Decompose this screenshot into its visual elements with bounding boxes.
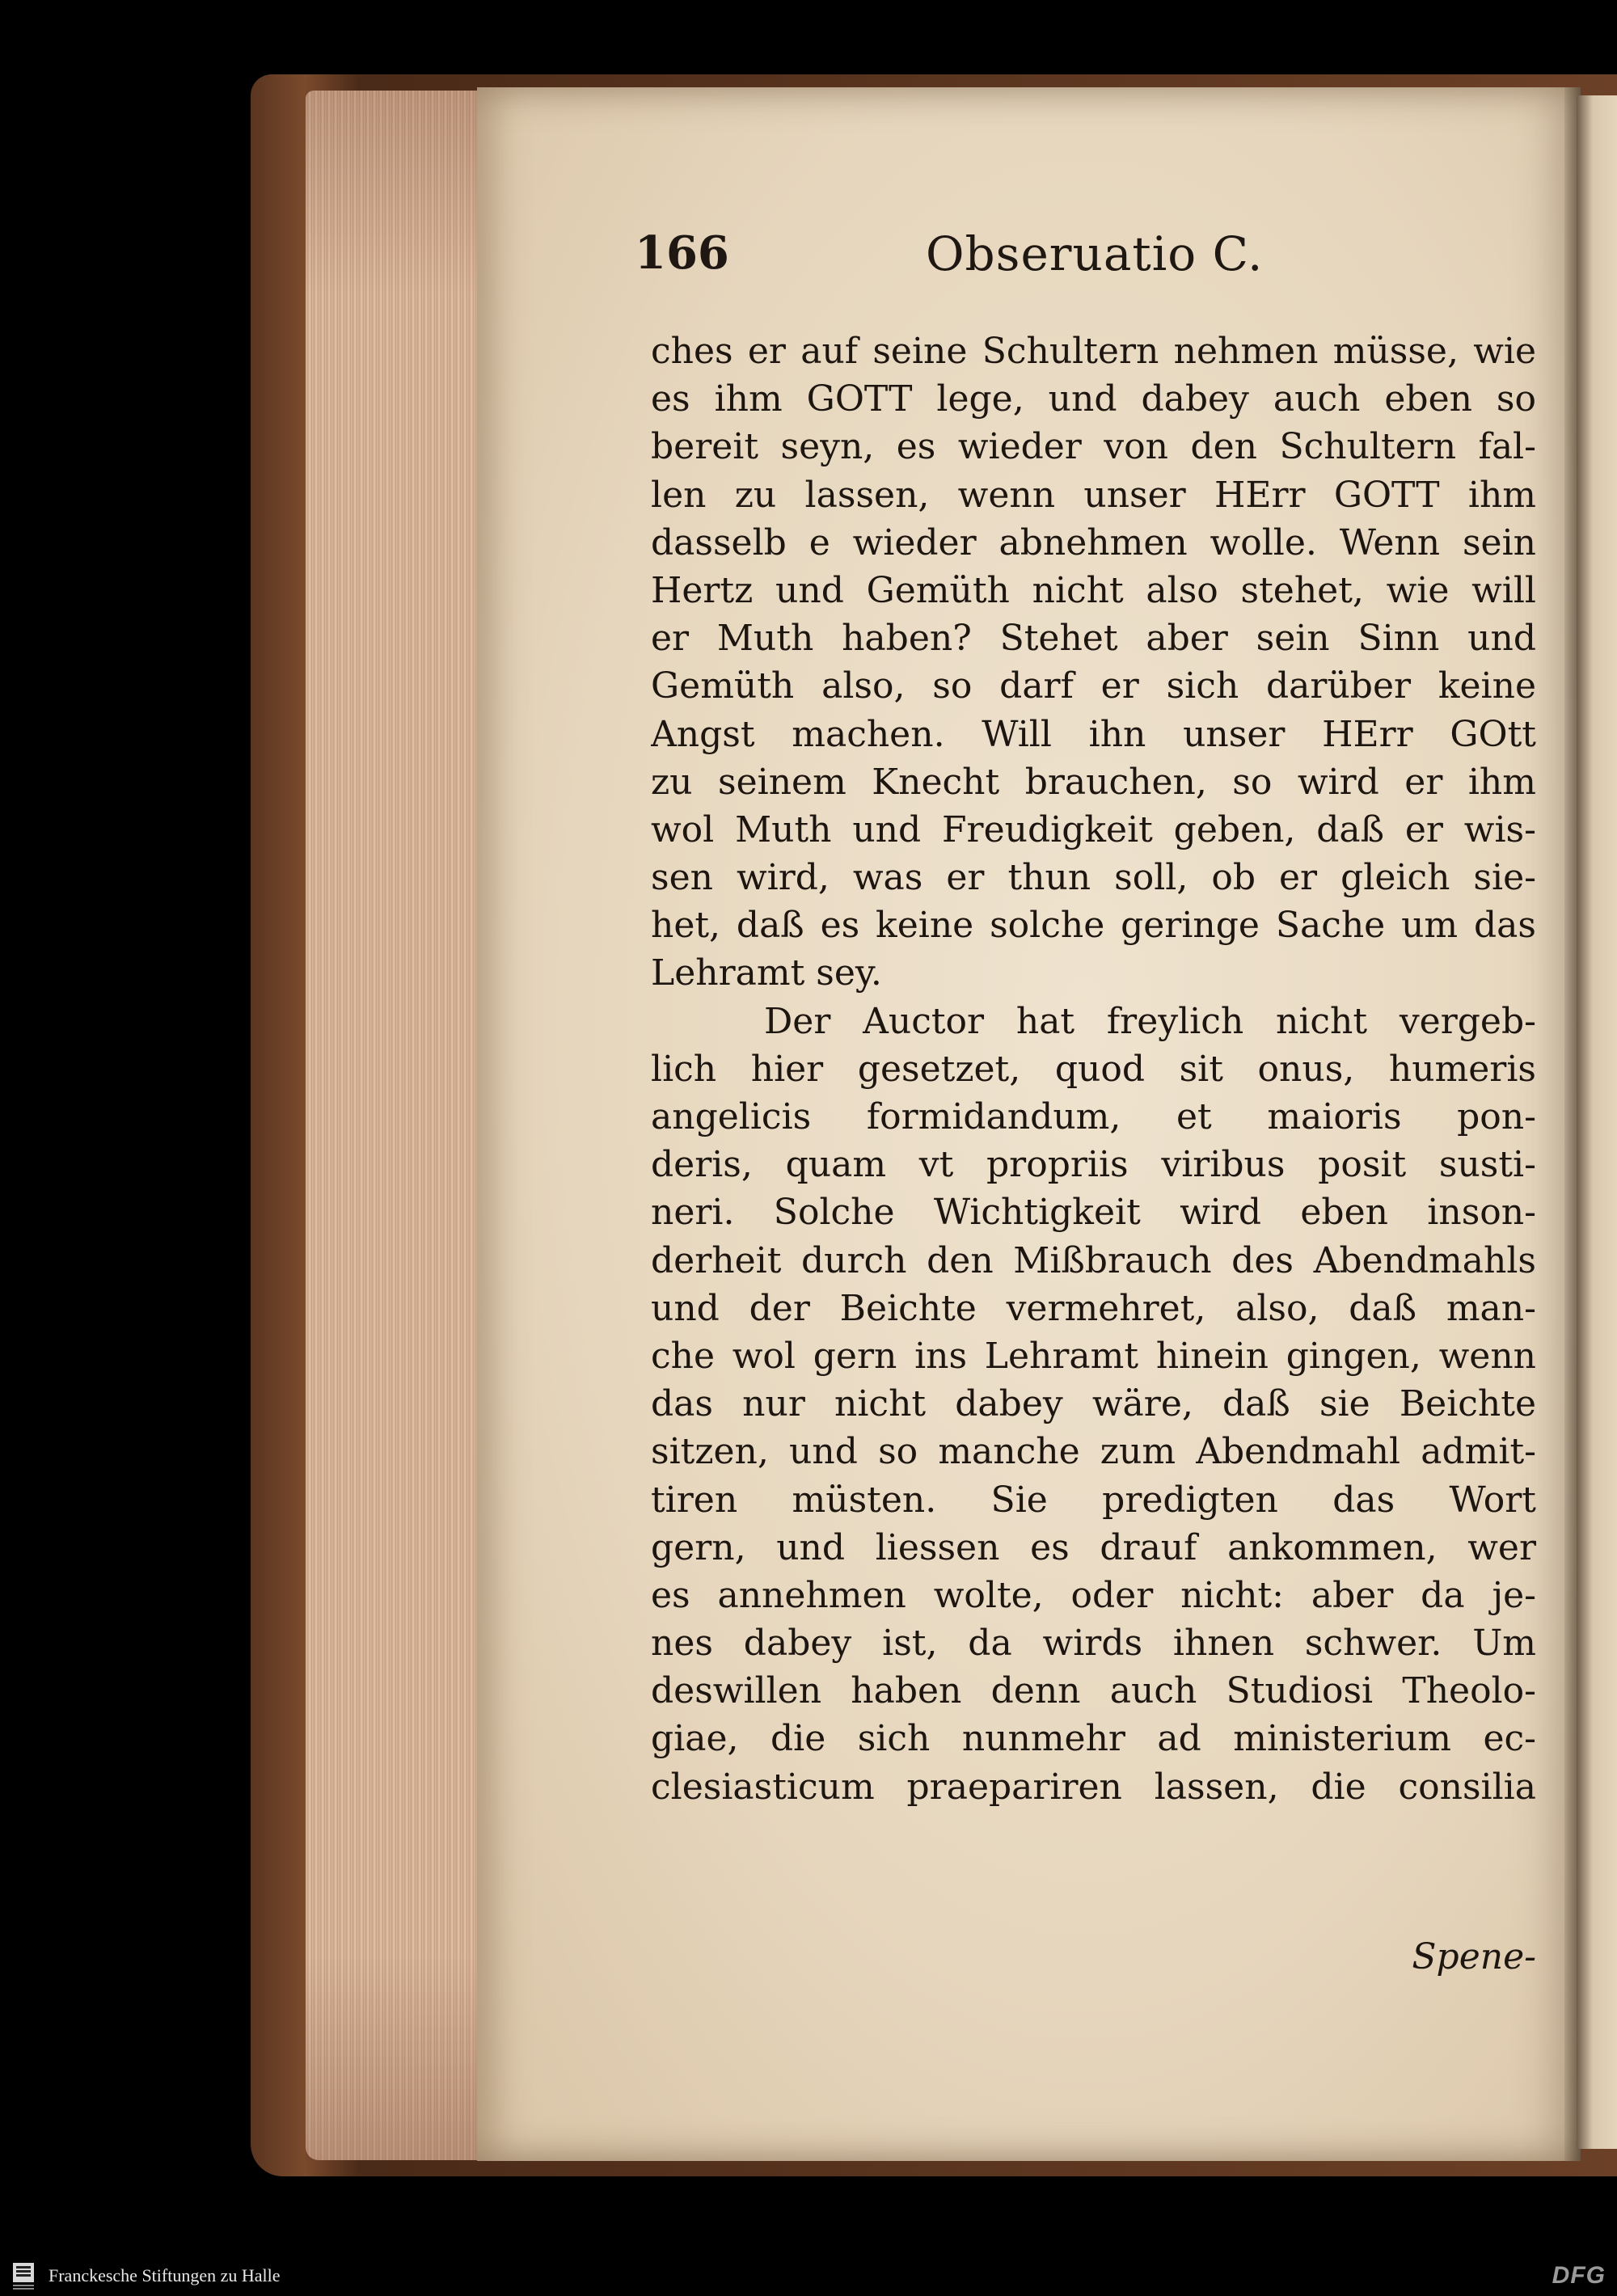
text-line: wol Muth und Freudigkeit geben, daß er wis- bbox=[651, 808, 1536, 850]
text-line: lich hier gesetzet, quod sit onus, humeris bbox=[651, 1048, 1536, 1090]
catchword: Spene- bbox=[1412, 1936, 1536, 1977]
text-line: gern, und liessen es drauf ankommen, wer bbox=[651, 1526, 1536, 1568]
text-line: es ihm GOTT lege, und dabey auch eben so bbox=[651, 378, 1536, 420]
text-line: das nur nicht dabey wäre, daß sie Beichte bbox=[651, 1383, 1536, 1425]
text-line: deswillen haben denn auch Studiosi Theolo- bbox=[651, 1670, 1536, 1712]
text-line: het, daß es keine solche geringe Sache um das bbox=[651, 905, 1536, 947]
running-title: Obseruatio C. bbox=[926, 226, 1264, 281]
text-line: derheit durch den Mißbrauch des Abendmahls bbox=[651, 1239, 1536, 1281]
text-line: len zu lassen, wenn unser HErr GOTT ihm bbox=[651, 474, 1536, 516]
text-line: sen wird, was er thun soll, ob er gleich sie- bbox=[651, 857, 1536, 899]
text-line: sitzen, und so manche zum Abendmahl admit- bbox=[651, 1431, 1536, 1473]
facing-page bbox=[1577, 95, 1617, 2149]
institution-credit: Franckesche Stiftungen zu Halle bbox=[49, 2265, 281, 2285]
text-line: Lehramt sey. bbox=[651, 952, 882, 994]
dfg-logo: DFG bbox=[1552, 2262, 1606, 2289]
text-line: es annehmen wolte, oder nicht: aber da je- bbox=[651, 1574, 1536, 1616]
paragraph-start-line: Der Auctor hat freylich nicht vergeb- bbox=[764, 1000, 1536, 1042]
footer-bar bbox=[0, 2256, 1617, 2296]
text-line: che wol gern ins Lehramt hinein gingen, wenn bbox=[651, 1335, 1536, 1377]
franckesche-stiftungen-logo-icon bbox=[10, 2260, 37, 2291]
text-line: zu seinem Knecht brauchen, so wird er ihm bbox=[651, 761, 1536, 803]
page-number: 166 bbox=[635, 226, 729, 280]
text-line: Gemüth also, so darf er sich darüber keine bbox=[651, 665, 1536, 707]
text-line: deris, quam vt propriis viribus posit susti- bbox=[651, 1144, 1536, 1186]
text-line: tiren müsten. Sie predigten das Wort bbox=[651, 1479, 1536, 1521]
text-line: er Muth haben? Stehet aber sein Sinn und bbox=[651, 618, 1536, 660]
text-line: ches er auf seine Schultern nehmen müsse, wie bbox=[651, 331, 1536, 372]
text-line: Angst machen. Will ihn unser HErr GOtt bbox=[651, 713, 1536, 755]
text-line: angelicis formidandum, et maioris pon- bbox=[651, 1096, 1536, 1137]
text-line: neri. Solche Wichtigkeit wird eben inson- bbox=[651, 1192, 1536, 1234]
page-header bbox=[635, 218, 1524, 291]
text-line: clesiasticum praepariren lassen, die consilia bbox=[651, 1766, 1536, 1808]
text-line: bereit seyn, es wieder von den Schultern fal- bbox=[651, 426, 1536, 468]
text-line: nes dabey ist, da wirds ihnen schwer. Um bbox=[651, 1623, 1536, 1665]
text-line: Hertz und Gemüth nicht also stehet, wie will bbox=[651, 569, 1536, 611]
text-line: giae, die sich nunmehr ad ministerium ec- bbox=[651, 1718, 1536, 1760]
page-edges bbox=[306, 91, 485, 2160]
text-line: und der Beichte vermehret, also, daß man- bbox=[651, 1287, 1536, 1329]
body-text bbox=[651, 327, 1536, 1811]
text-line: dasselb e wieder abnehmen wolle. Wenn sein bbox=[651, 521, 1536, 563]
